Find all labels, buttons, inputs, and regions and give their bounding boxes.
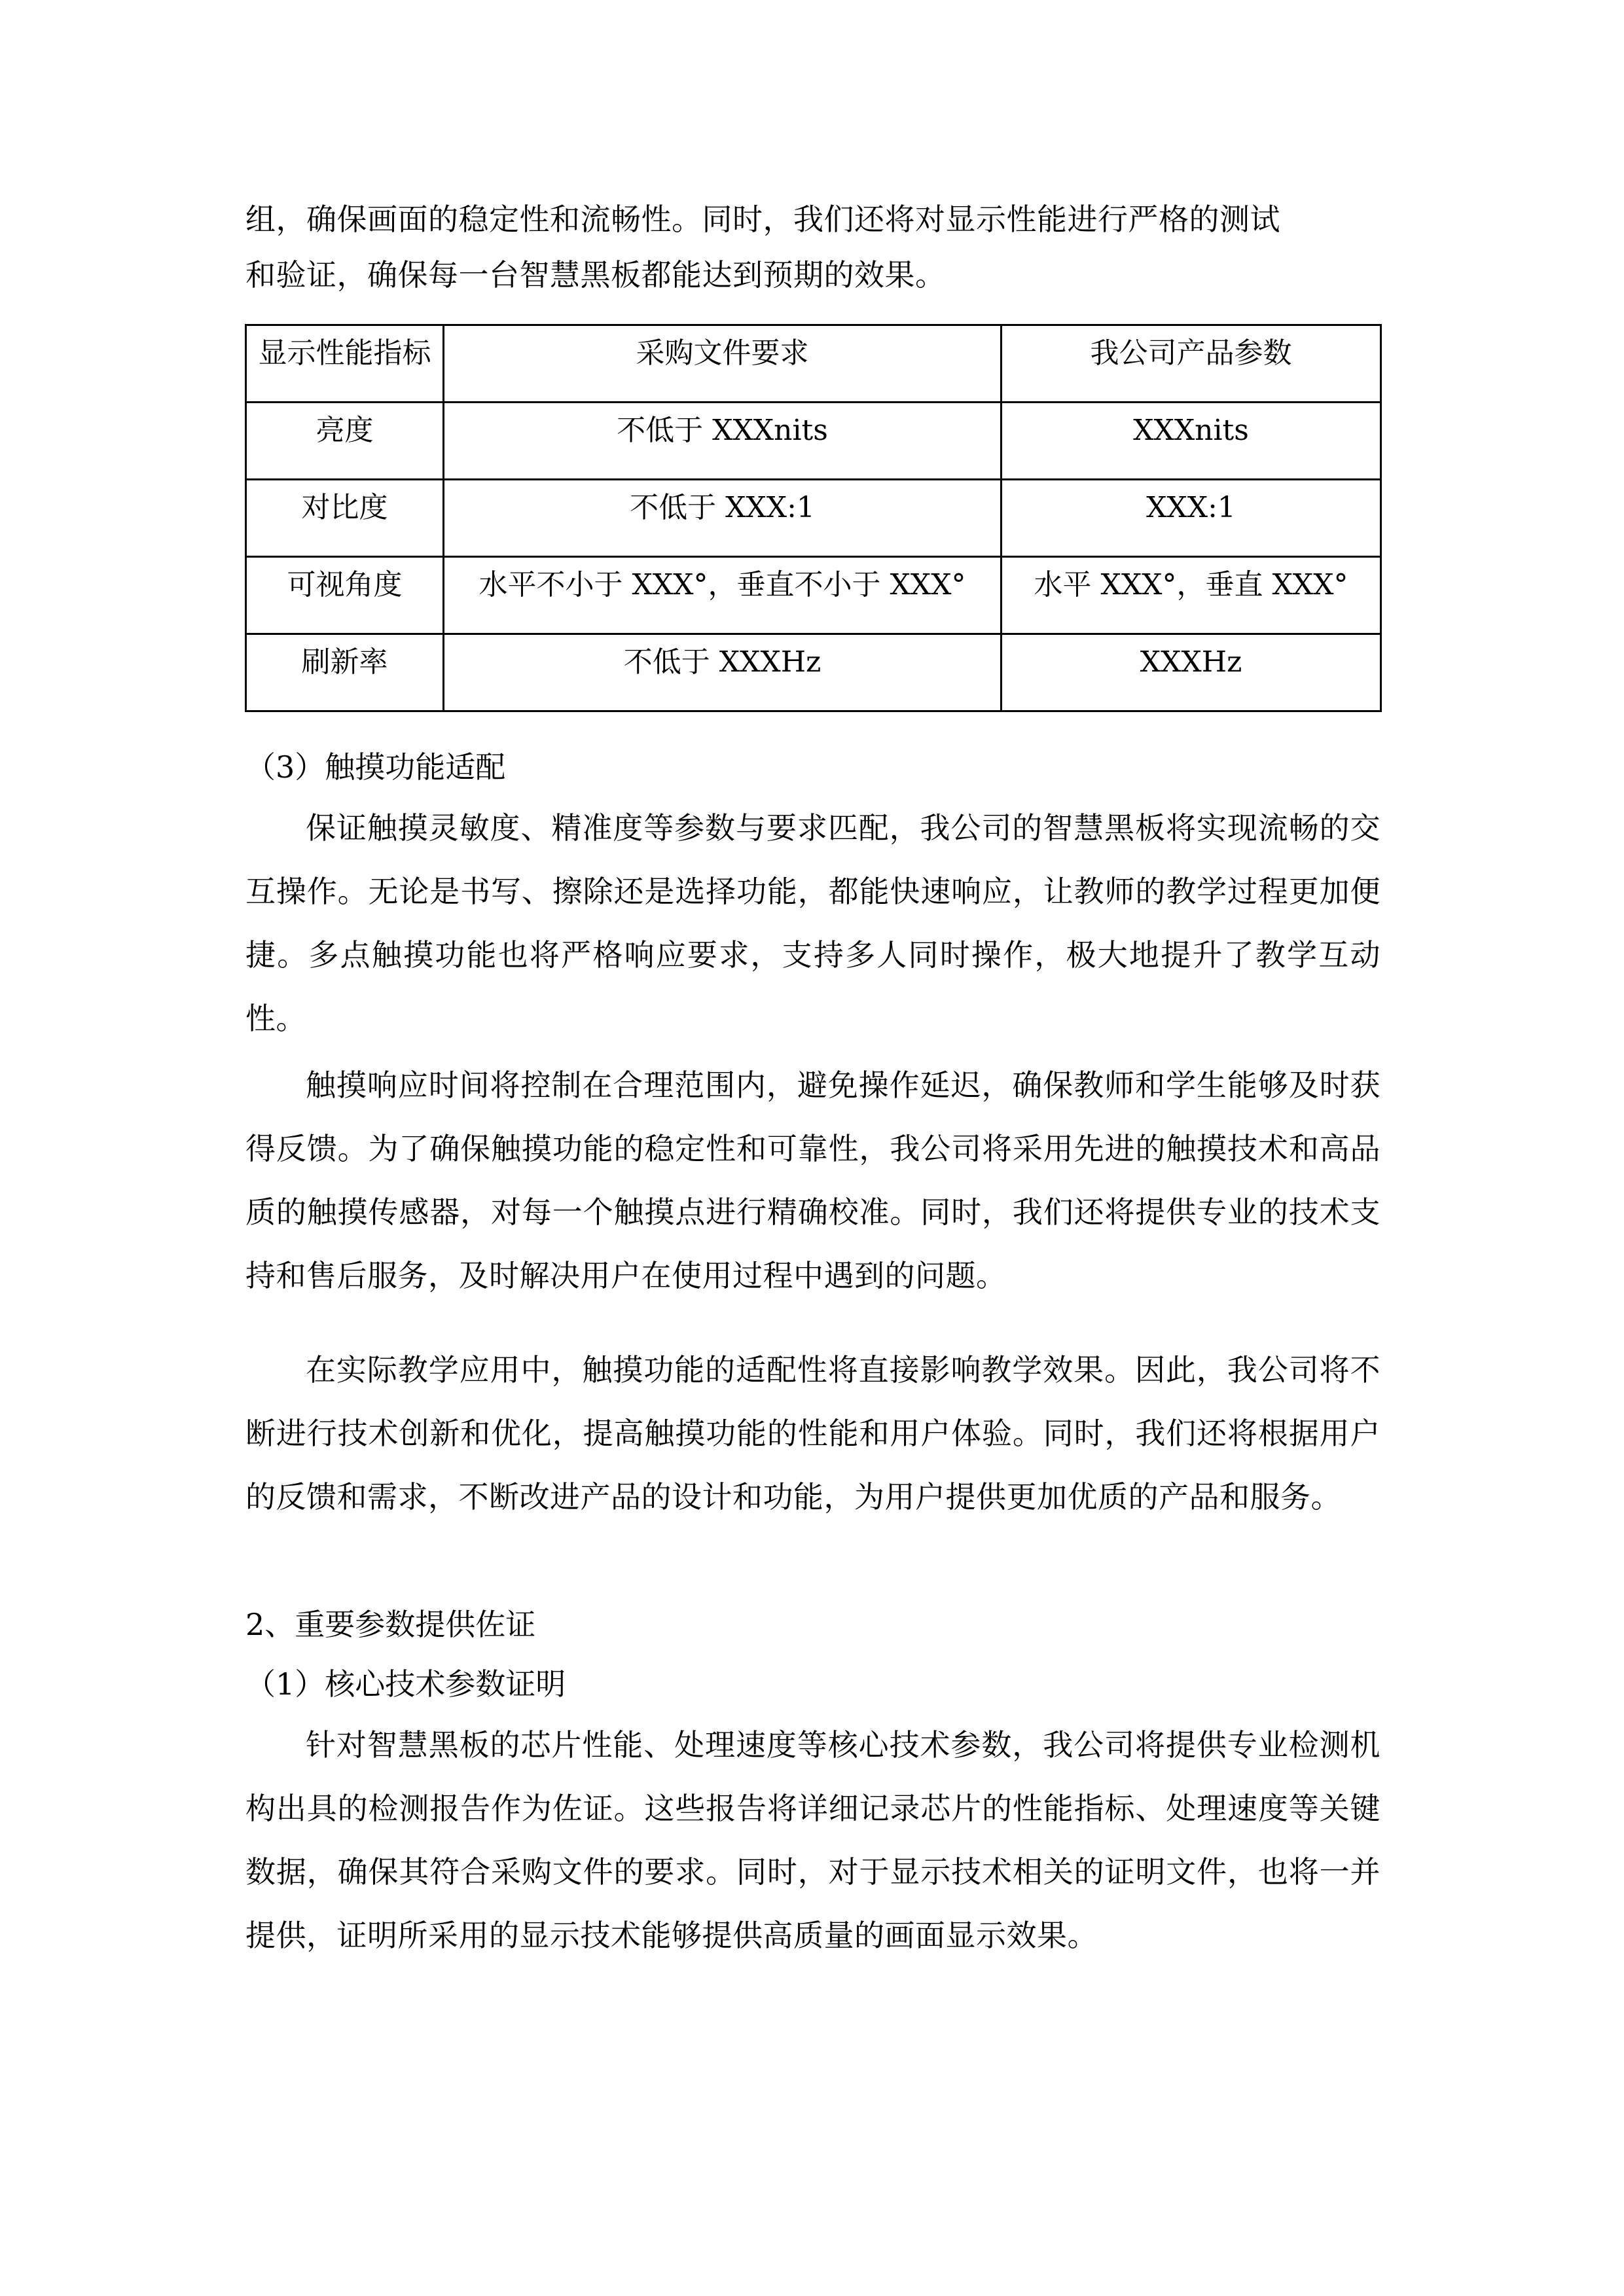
cell-requirement: 不低于 XXXHz [444,634,1001,711]
section-3-heading: （3）触摸功能适配 [245,749,506,785]
cell-requirement: 水平不小于 XXX°，垂直不小于 XXX° [444,557,1001,634]
section-2-heading: 2、重要参数提供佐证 [245,1607,536,1642]
cell-metric: 亮度 [246,403,444,480]
intro-line-1: 组，确保画面的稳定性和流畅性。同时，我们还将对显示性能进行严格的测试 [245,202,1280,237]
intro-line-2: 和验证，确保每一台智慧黑板都能达到预期的效果。 [245,257,946,293]
cell-product: XXX:1 [1001,480,1381,557]
section-2-subheading: （1）核心技术参数证明 [245,1666,566,1702]
table-row [246,480,1381,557]
cell-product: XXXHz [1001,634,1381,711]
section-2-paragraph-1: 针对智慧黑板的芯片性能、处理速度等核心技术参数，我公司将提供专业检测机构出具的检测报告作为佐证。这些报告将详细记录芯片的性能指标、处理速度等关键数据，确保其符合采购文件的要求。同时，对于显示技术相关的证明文件，也将一并提供，证明所采用的显示技术能够提供高质量的画面显示效果。 [245,1727,1380,1953]
table-header-row [246,325,1381,403]
section-3-paragraph-1: 保证触摸灵敏度、精准度等参数与要求匹配，我公司的智慧黑板将实现流畅的交互操作。无论是书写、擦除还是选择功能，都能快速响应，让教师的教学过程更加便捷。多点触摸功能也将严格响应要求，支持多人同时操作，极大地提升了教学互动性。 [245,810,1380,1036]
cell-requirement: 不低于 XXXnits [444,403,1001,480]
section-3-paragraph-3: 在实际教学应用中，触摸功能的适配性将直接影响教学效果。因此，我公司将不断进行技术创新和优化，提高触摸功能的性能和用户体验。同时，我们还将根据用户的反馈和需求，不断改进产品的设计和功能，为用户提供更加优质的产品和服务。 [245,1352,1380,1515]
cell-product: XXXnits [1001,403,1381,480]
cell-metric: 刷新率 [246,634,444,711]
header-metric: 显示性能指标 [246,325,444,403]
cell-product: 水平 XXX°，垂直 XXX° [1001,557,1381,634]
cell-metric: 可视角度 [246,557,444,634]
cell-requirement: 不低于 XXX:1 [444,480,1001,557]
display-spec-table [245,324,1382,712]
table-row [246,557,1381,634]
table-row [246,634,1381,711]
cell-metric: 对比度 [246,480,444,557]
header-requirement: 采购文件要求 [444,325,1001,403]
table-row [246,403,1381,480]
header-product: 我公司产品参数 [1001,325,1381,403]
section-3-paragraph-2: 触摸响应时间将控制在合理范围内，避免操作延迟，确保教师和学生能够及时获得反馈。为了确保触摸功能的稳定性和可靠性，我公司将采用先进的触摸技术和高品质的触摸传感器，对每一个触摸点进行精确校准。同时，我们还将提供专业的技术支持和售后服务，及时解决用户在使用过程中遇到的问题。 [245,1067,1380,1293]
